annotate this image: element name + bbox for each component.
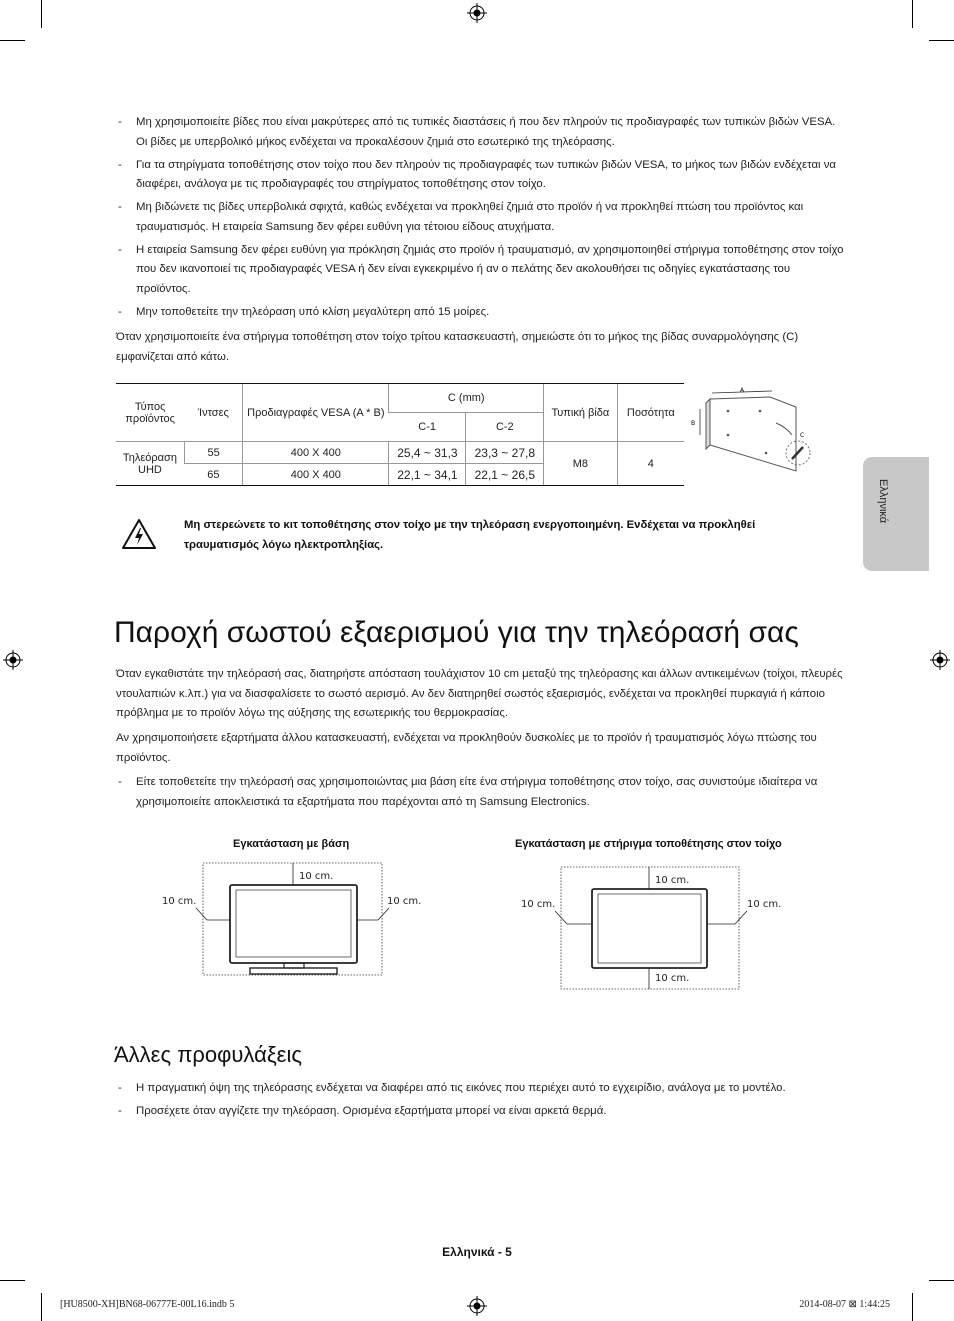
ventilation-bullet-list xyxy=(116,773,846,816)
table-cell: 22,1 ~ 26,5 xyxy=(466,464,544,486)
registration-mark-icon xyxy=(930,650,950,670)
intro-paragraph: Όταν χρησιμοποιείτε ένα στήριγμα τοποθέτηση στον τοίχο τρίτου κατασκευαστή, σημειώστε ότι το μήκος της βίδας συναρμολόγησης (C) εμφανίζεται από κάτω. xyxy=(116,331,799,363)
table-cell: 23,3 ~ 27,8 xyxy=(466,442,544,464)
section-title-ventilation: Παροχή σωστού εξαερισμού για την τηλεόρασή σας xyxy=(114,616,799,649)
list-item: - Προσέχετε όταν αγγίζετε την τηλεόραση. Ορισμένα εξαρτήματα μπορεί να είναι αρκετά θερμά. xyxy=(116,1102,846,1122)
print-slug-timestamp: 2014-08-07 ⊠ 1:44:25 xyxy=(799,1299,890,1310)
distance-label: 10 cm. xyxy=(655,875,690,886)
crop-mark xyxy=(912,0,913,28)
wall-installation-diagram xyxy=(515,860,805,1000)
distance-label: 10 cm. xyxy=(387,896,422,907)
table-cell: 4 xyxy=(617,442,684,486)
distance-label: 10 cm. xyxy=(162,896,197,907)
list-item: - Μη χρησιμοποιείτε βίδες που είναι μακρύτερες από τις τυπικές διαστάσεις ή που δεν πληρούν τις προδιαγραφές των τυπικών βιδών VESA. Οι βίδες με υπερβολικό μήκος ενδέχεται να προκαλέσουν ζημιά στο εσωτερικό της τηλεόρασης. xyxy=(116,113,846,152)
table-header: C (mm) xyxy=(389,384,544,413)
page-number: Ελληνικά - 5 xyxy=(442,1245,512,1259)
table-cell: Τηλεόραση UHD xyxy=(116,442,184,486)
bracket-label-a: A xyxy=(740,387,745,394)
electric-shock-warning-icon xyxy=(121,517,157,551)
list-item: - Η εταιρεία Samsung δεν φέρει ευθύνη για πρόκληση ζημιάς στο προϊόν ή τραυματισμό, αν χρησιμοποιηθεί στήριγμα τοποθέτησης στον τοίχο που δεν ικανοποιεί τις προδιαγραφές VESA ή δεν είναι εγκεκριμένο ή αν ο πελάτης δεν ακολουθήσει τις οδηγίες εγκατάστασης του προϊόντος. xyxy=(116,241,846,300)
registration-mark-icon xyxy=(467,3,487,23)
list-item: - Για τα στηρίγματα τοποθέτησης στον τοίχο που δεν πληρούν τις προδιαγραφές των τυπικών βιδών VESA, το μήκος των βιδών ενδέχεται να διαφέρει, ανάλογα με τις προδιαγραφές του στηρίγματος τοποθέτησης στον τοίχο. xyxy=(116,156,846,195)
precautions-bullet-list xyxy=(116,1079,846,1125)
vesa-spec-table xyxy=(116,383,684,486)
section-title-precautions: Άλλες προφυλάξεις xyxy=(114,1042,302,1067)
table-cell: 65 xyxy=(184,464,243,486)
table-cell: 55 xyxy=(184,442,243,464)
distance-label: 10 cm. xyxy=(521,899,556,910)
distance-label: 10 cm. xyxy=(299,871,334,882)
distance-label: 10 cm. xyxy=(747,899,782,910)
table-header: C-2 xyxy=(466,413,544,442)
language-side-tab xyxy=(863,457,929,571)
warning-text: Μη στερεώνετε το κιτ τοποθέτησης στον τοίχο με την τηλεόραση ενεργοποιημένη. Ενδέχεται να προκληθεί τραυματισμός λόγω ηλεκτροπληξίας. xyxy=(184,519,756,551)
crop-mark xyxy=(0,40,25,41)
list-item: - Μην τοποθετείτε την τηλεόραση υπό κλίση μεγαλύτερη από 15 μοίρες. xyxy=(116,303,846,323)
crop-mark xyxy=(912,1293,913,1321)
registration-mark-icon xyxy=(3,650,23,670)
table-cell: 22,1 ~ 34,1 xyxy=(389,464,466,486)
list-item: - Μη βιδώνετε τις βίδες υπερβολικά σφιχτά, καθώς ενδέχεται να προκληθεί ζημιά στο προϊόν ή να προκληθεί πτώση του προϊόντος και τραυματισμός. Η εταιρεία Samsung δεν φέρει ευθύνη για τέτοιου είδους ατυχήματα. xyxy=(116,198,846,237)
print-slug-file: [HU8500-XH]BN68-06777E-00L16.indb 5 xyxy=(60,1299,235,1310)
crop-mark xyxy=(0,1280,25,1281)
crop-mark xyxy=(929,40,954,41)
table-cell: 400 X 400 xyxy=(243,442,389,464)
list-item: - Η πραγματική όψη της τηλεόρασης ενδέχεται να διαφέρει από τις εικόνες που περιέχει αυτό το εγχειρίδιο, ανάλογα με το μοντέλο. xyxy=(116,1079,846,1099)
table-header: Προδιαγραφές VESA (A * B) xyxy=(243,384,389,442)
table-header: Ποσότητα xyxy=(617,384,684,442)
crop-mark xyxy=(41,0,42,28)
wall-installation-caption: Εγκατάσταση με στήριγμα τοποθέτησης στον τοίχο xyxy=(515,838,782,850)
table-header: Τύπος προϊόντος xyxy=(116,384,184,442)
table-header: Ίντσες xyxy=(184,384,243,442)
stand-installation-diagram xyxy=(150,860,430,1000)
bracket-label-b: B xyxy=(691,420,696,427)
intro-bullet-list xyxy=(116,113,846,326)
table-cell: 25,4 ~ 31,3 xyxy=(389,442,466,464)
table-header: Τυπική βίδα xyxy=(544,384,618,442)
table-cell: 400 X 400 xyxy=(243,464,389,486)
ventilation-paragraph-1: Όταν εγκαθιστάτε την τηλεόρασή σας, διατηρήστε απόσταση τουλάχιστον 10 cm μεταξύ της τηλεόρασης και άλλων αντικειμένων (τοίχοι, πλευρές ντουλαπιών κ.λπ.) για να διασφαλίσετε το σωστό αερισμό. Αν δεν διατηρηθεί σωστός εξαερισμός, ενδέχεται να προκληθεί πυρκαγιά ή κάποιο πρόβλημα με το προϊόν λόγω της αύξησης της εσωτερικής του θερμοκρασίας. xyxy=(116,668,843,719)
distance-label: 10 cm. xyxy=(655,973,690,984)
bracket-label-c: C xyxy=(800,432,805,439)
stand-installation-caption: Εγκατάσταση με βάση xyxy=(233,838,350,850)
ventilation-paragraph-2: Αν χρησιμοποιήσετε εξαρτήματα άλλου κατασκευαστή, ενδέχεται να προκληθούν δυσκολίες με το προϊόν ή τραυματισμός λόγω πτώσης του προϊόντος. xyxy=(116,732,817,764)
table-row xyxy=(116,442,684,464)
wall-mount-bracket-illustration xyxy=(688,383,816,481)
crop-mark xyxy=(929,1280,954,1281)
table-cell: M8 xyxy=(544,442,618,486)
table-header: C-1 xyxy=(389,413,466,442)
language-tab-label: Ελληνικά xyxy=(877,479,889,524)
list-item: - Είτε τοποθετείτε την τηλεόρασή σας χρησιμοποιώντας μια βάση είτε ένα στήριγμα τοποθέτησης στον τοίχο, σας συνιστούμε ιδιαίτερα να χρησιμοποιείτε αποκλειστικά τα εξαρτήματα που παρέχονται από τη Samsung Electronics. xyxy=(116,773,846,812)
registration-mark-icon xyxy=(467,1296,487,1316)
crop-mark xyxy=(41,1293,42,1321)
